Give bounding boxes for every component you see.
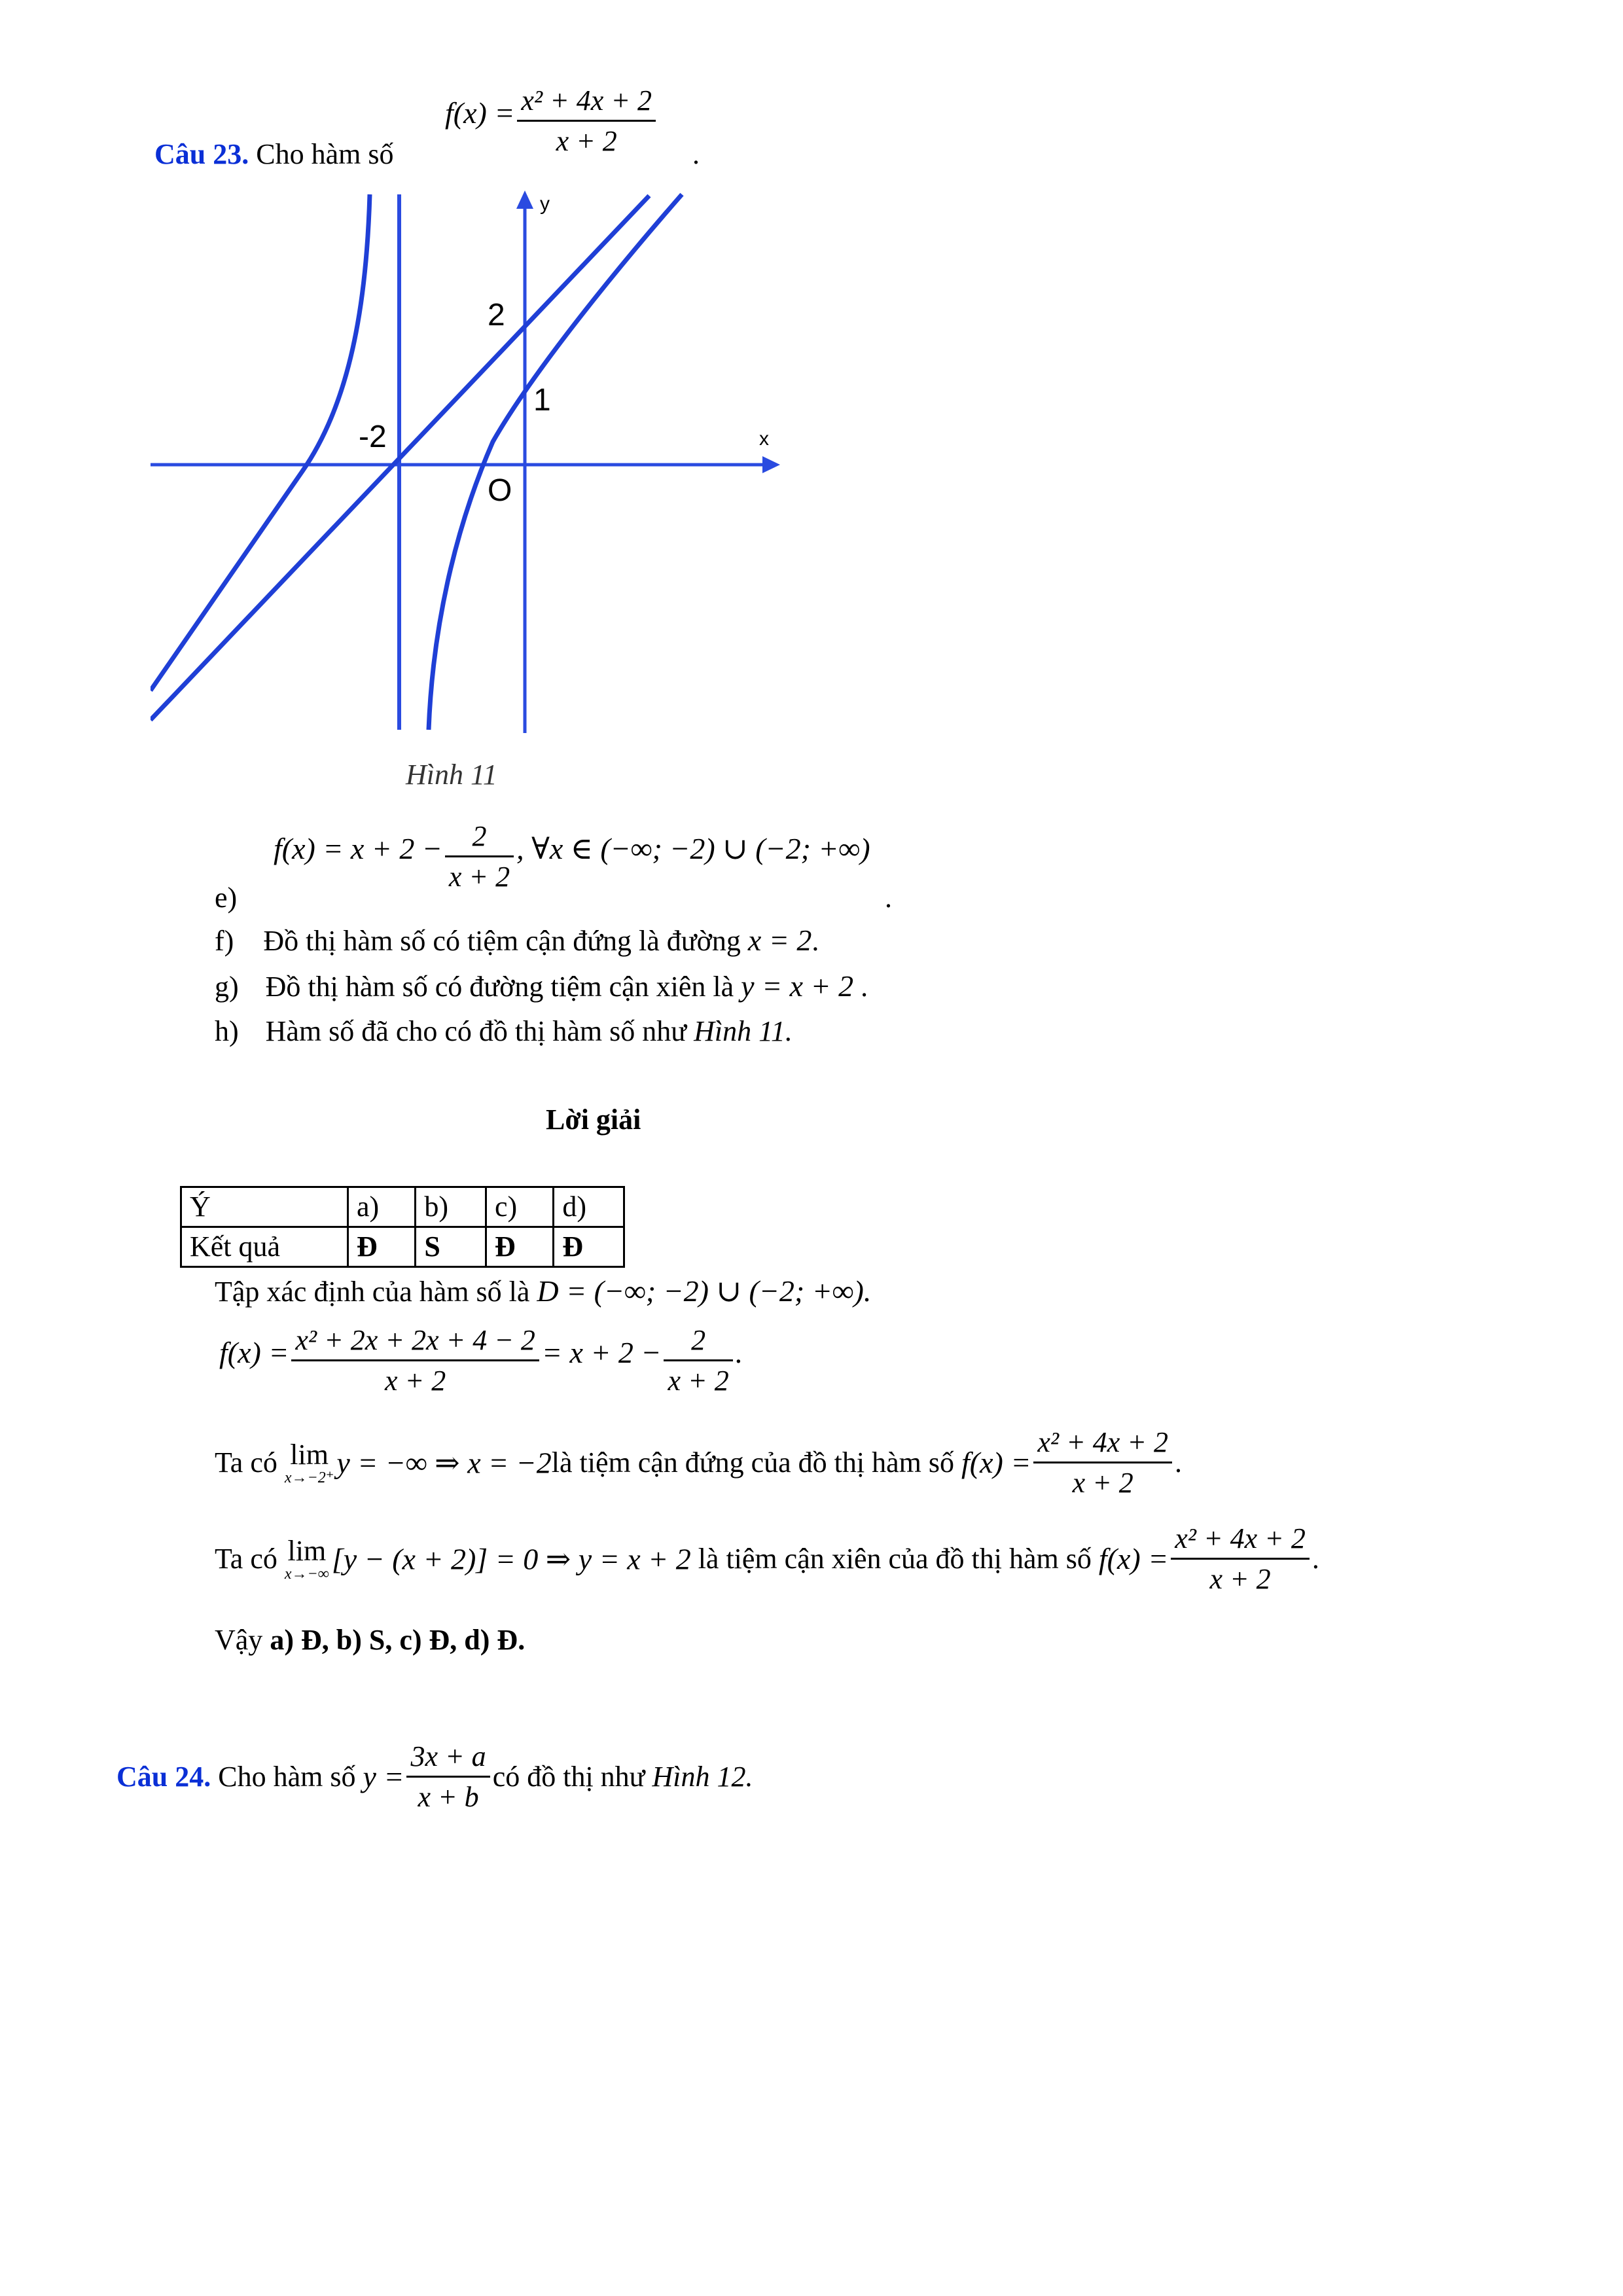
limit-1-denominator: x + 2 (1072, 1467, 1133, 1499)
domain-math: D = (−∞; −2) ∪ (−2; +∞). (537, 1274, 872, 1308)
limit-1-operator (285, 1440, 334, 1486)
expansion-numerator: x² + 2x + 2x + 4 − 2 (291, 1323, 539, 1361)
item-e-numerator: 2 (445, 819, 514, 857)
tick-label-2: 2 (488, 298, 505, 332)
question-24-text: có đồ thị như (492, 1761, 652, 1793)
question-23-function (445, 84, 656, 158)
expansion-formula (219, 1323, 743, 1397)
item-e-denominator: x + 2 (448, 861, 510, 893)
limit-1-function: f(x) = (961, 1446, 1031, 1479)
tick-label-1: 1 (533, 383, 551, 418)
item-g-dot: . (853, 971, 868, 1003)
limit-line-2 (215, 1522, 1319, 1596)
item-e-label: e) (215, 882, 238, 914)
limit-2-denominator: x + 2 (1209, 1563, 1271, 1595)
expansion-denominator-2: x + 2 (668, 1365, 729, 1397)
question-23-heading (154, 137, 393, 171)
limit-1-dot: . (1175, 1446, 1182, 1479)
limit-2-prefix: Ta có (215, 1543, 285, 1575)
question-24-italic: Hình 12. (652, 1761, 753, 1793)
limit-1-text: là tiệm cận đứng của đồ thị hàm số (551, 1446, 961, 1479)
item-h-label: h) (215, 1015, 239, 1047)
limit-1-subscript: x→−2⁺ (284, 1469, 334, 1486)
table-cell: Ý (181, 1187, 348, 1227)
expansion-dot: . (735, 1336, 743, 1370)
function-denominator: x + 2 (556, 125, 617, 157)
item-g (215, 969, 868, 1003)
item-e-rhs: , ∀x ∈ (−∞; −2) ∪ (−2; +∞) (516, 832, 870, 866)
item-e-lhs: f(x) = x + 2 − (274, 832, 442, 866)
table-cell: b) (416, 1187, 486, 1227)
limit-1-numerator: x² + 4x + 2 (1033, 1426, 1172, 1463)
table-cell: Kết quả (181, 1227, 348, 1267)
limit-2-subscript: x→−∞ (284, 1565, 329, 1583)
question-23-label: Câu 23. (154, 138, 249, 170)
question-24 (116, 1740, 753, 1814)
limit-1-expression: y = −∞ ⇒ x = −2 (336, 1446, 552, 1480)
limit-2-numerator: x² + 4x + 2 (1171, 1522, 1310, 1560)
expansion-denominator: x + 2 (385, 1365, 446, 1397)
table-result-row (181, 1227, 624, 1267)
item-f-text: Đồ thị hàm số có tiệm cận đứng là đường (263, 925, 748, 957)
conclusion-prefix: Vậy (215, 1624, 270, 1656)
question-24-numerator: 3x + a (406, 1740, 490, 1778)
x-axis-label: x (759, 428, 769, 450)
limit-2-operator (285, 1536, 329, 1582)
question-24-denominator: x + b (418, 1781, 479, 1813)
question-24-intro: Cho hàm số (211, 1761, 363, 1793)
expansion-lhs: f(x) = (219, 1336, 289, 1370)
limit-2-text: là tiệm cận xiên của đồ thị hàm số (690, 1543, 1099, 1575)
limit-2-dot: . (1311, 1543, 1319, 1575)
function-fraction (517, 84, 656, 158)
limit-1-prefix: Ta có (215, 1446, 285, 1479)
expansion-middle: = x + 2 − (541, 1336, 662, 1370)
table-header-row (181, 1187, 624, 1227)
item-g-label: g) (215, 971, 239, 1003)
curve-right-branch (429, 194, 682, 730)
tick-label-neg2: -2 (359, 420, 387, 454)
item-e-fraction (445, 819, 514, 893)
figure-caption: Hình 11 (406, 759, 497, 791)
question-24-heading (116, 1761, 363, 1793)
expansion-fraction-1 (291, 1323, 539, 1397)
y-axis-label: y (540, 193, 550, 215)
item-f-math: x = 2 (747, 924, 812, 957)
table-cell: a) (348, 1187, 416, 1227)
table-cell: d) (554, 1187, 624, 1227)
expansion-fraction-2 (664, 1323, 732, 1397)
function-lhs: f(x) = (445, 96, 515, 130)
limit-1-lim: lim (290, 1438, 329, 1471)
item-h-text: Hàm số đã cho có đồ thị hàm số như (265, 1015, 694, 1047)
item-g-math: y = x + 2 (741, 969, 854, 1003)
curve-left-branch (151, 194, 370, 691)
limit-2-fraction (1171, 1522, 1310, 1596)
limit-2-lim: lim (287, 1534, 327, 1567)
limit-1-fraction (1033, 1426, 1172, 1499)
function-numerator: x² + 4x + 2 (517, 84, 656, 122)
origin-label: O (488, 473, 512, 508)
item-f (215, 923, 819, 958)
table-cell: Đ (554, 1227, 624, 1267)
graph-figure-11 (151, 187, 785, 736)
item-h-italic: Hình 11. (694, 1015, 793, 1047)
item-f-dot: . (812, 925, 819, 957)
item-e-formula (274, 819, 870, 893)
table-cell: Đ (486, 1227, 553, 1267)
question-23-dot: . (692, 138, 700, 170)
expansion-numerator-2: 2 (664, 1323, 732, 1361)
table-cell: c) (486, 1187, 553, 1227)
result-table (180, 1186, 625, 1268)
item-e-dot: . (885, 882, 892, 914)
item-g-text: Đồ thị hàm số có đường tiệm cận xiên là (265, 971, 741, 1003)
question-24-label: Câu 24. (116, 1761, 211, 1793)
question-24-fraction (406, 1740, 490, 1814)
limit-2-expression: [y − (x + 2)] = 0 ⇒ y = x + 2 (331, 1542, 691, 1576)
x-axis-arrow (762, 456, 780, 473)
item-f-label: f) (215, 925, 234, 957)
y-axis-arrow (516, 190, 533, 209)
table-cell: S (416, 1227, 486, 1267)
conclusion (215, 1623, 525, 1657)
question-23-intro: Cho hàm số (249, 138, 394, 170)
conclusion-answer: a) Đ, b) S, c) Đ, d) Đ. (270, 1624, 526, 1656)
domain-line (215, 1273, 871, 1308)
limit-line-1 (215, 1426, 1182, 1499)
solution-title: Lời giải (546, 1103, 641, 1136)
question-24-lhs: y = (363, 1760, 404, 1793)
table-cell: Đ (348, 1227, 416, 1267)
domain-text: Tập xác định của hàm số là (215, 1276, 537, 1308)
item-h (215, 1014, 793, 1048)
limit-2-function: f(x) = (1098, 1542, 1169, 1575)
